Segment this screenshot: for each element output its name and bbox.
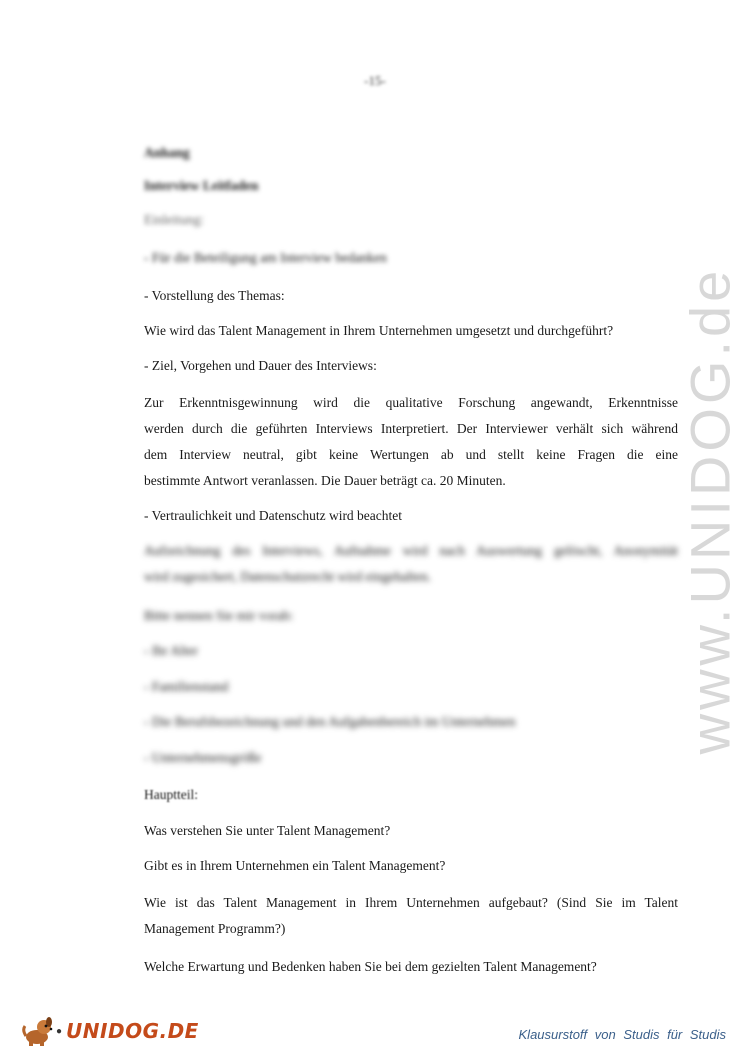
goal-paragraph — [144, 390, 678, 494]
footer-logo[interactable] — [22, 1015, 199, 1047]
question-structure — [144, 890, 678, 942]
watermark-text: www.UNIDOG.de — [678, 266, 742, 754]
paw-icon: ● — [56, 1025, 63, 1037]
topic-question: Wie wird das Talent Management in Ihrem Unternehmen umgesetzt und durchgeführt? — [144, 323, 614, 338]
privacy-label: - Vertraulichkeit und Datenschutz wird beachtet — [144, 508, 403, 523]
goal-paragraph-line: bestimmte Antwort veranlassen. Die Dauer beträgt ca. 20 Minuten. — [144, 473, 506, 488]
question-structure-line: Management Programm?) — [144, 921, 286, 936]
thanks-line: - Für die Beteiligung am Interview bedanken — [144, 250, 387, 265]
heading-appendix: Anhang — [144, 145, 190, 160]
bullet-age: - Ihr Alter — [144, 643, 198, 658]
goal-paragraph-line: Zur Erkenntnisgewinnung wird die qualitative Forschung angewandt, Erkenntnisse — [144, 395, 678, 410]
please-name-label: Bitte nennen Sie mir vorab: — [144, 608, 294, 623]
heading-interview-guide: Interview Leitfaden — [144, 178, 259, 193]
goal-paragraph-line: dem Interview neutral, gibt keine Wertungen ab und stellt keine Fragen die eine — [144, 447, 678, 462]
bullet-marital-status: - Familienstand — [144, 679, 229, 694]
question-expectation: Welche Erwartung und Bedenken haben Sie bei dem gezielten Talent Management? — [144, 959, 597, 974]
privacy-paragraph — [144, 538, 678, 590]
dog-icon — [22, 1016, 54, 1046]
topic-label: - Vorstellung des Themas: — [144, 288, 285, 303]
main-part-label: Hauptteil: — [144, 787, 198, 802]
footer-tagline: Klausurstoff von Studis für Studis — [518, 1027, 726, 1042]
privacy-paragraph-line: Aufzeichnung des Interviews, Aufnahme wird nach Auswertung gelöscht, Anonymität — [144, 543, 678, 558]
question-structure-line: Wie ist das Talent Management in Ihrem Unternehmen aufgebaut? (Sind Sie im Talent — [144, 895, 678, 910]
goal-paragraph-line: werden durch die geführten Interviews Interpretiert. Der Interviewer verhält sich während — [144, 421, 678, 436]
page-number: -15- — [364, 73, 386, 88]
question-existence: Gibt es in Ihrem Unternehmen ein Talent Management? — [144, 858, 446, 873]
watermark — [650, 266, 750, 754]
privacy-paragraph-line: wird zugesichert, Datenschutzrecht wird eingehalten. — [144, 569, 432, 584]
bullet-company-size: - Unternehmensgröße — [144, 750, 262, 765]
logo-text: UNIDOG.DE — [66, 1019, 199, 1043]
question-definition: Was verstehen Sie unter Talent Management? — [144, 823, 391, 838]
goal-label: - Ziel, Vorgehen und Dauer des Interviews: — [144, 358, 377, 373]
intro-label: Einleitung: — [144, 212, 204, 227]
bullet-job-title: - Die Berufsbezeichnung und den Aufgabenbereich im Unternehmen — [144, 714, 516, 729]
